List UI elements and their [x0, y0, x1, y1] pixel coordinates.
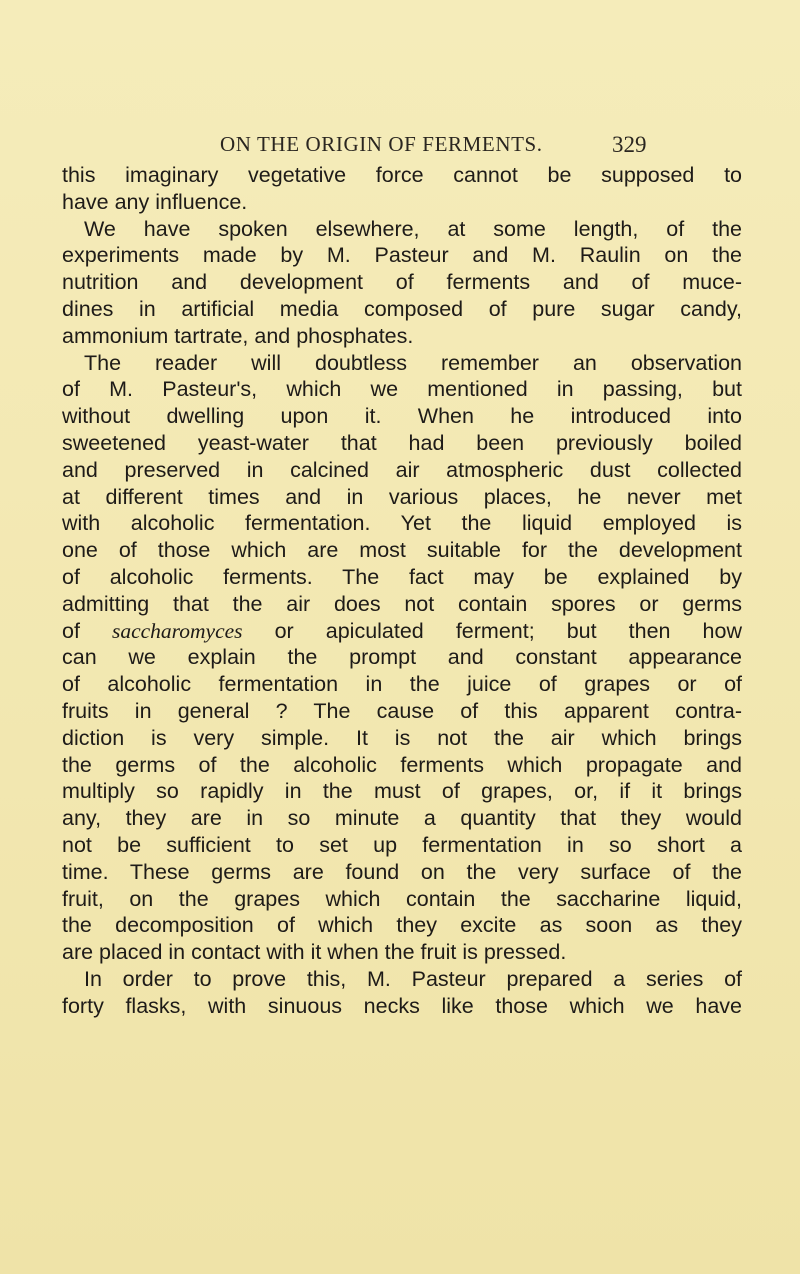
text-line: In order to prove this, M. Pasteur prepared a series of	[84, 966, 742, 991]
text-line: diction is very simple. It is not the air which brings	[62, 725, 742, 750]
line-tail: or apiculated ferment; but then how	[242, 618, 742, 643]
text-line: of M. Pasteur's, which we mentioned in passing, but	[62, 377, 742, 402]
running-head	[0, 118, 800, 158]
text-line: with alcoholic fermentation. Yet the liquid employed is	[62, 511, 742, 536]
line-lead: of	[62, 618, 112, 643]
text-line: fruits in general ? The cause of this apparent contra-	[62, 698, 742, 723]
text-line: fruit, on the grapes which contain the saccharine liquid,	[62, 886, 742, 911]
text-line: ammonium tartrate, and phosphates.	[62, 323, 414, 348]
text-line: of alcoholic fermentation in the juice of grapes or of	[62, 672, 742, 697]
text-line: are placed in contact with it when the fruit is pressed.	[62, 940, 567, 965]
page-number: 329	[612, 132, 647, 157]
text-line: nutrition and development of ferments and of muce-	[62, 270, 742, 295]
running-title: ON THE ORIGIN OF FERMENTS.	[220, 132, 543, 156]
text-line: forty flasks, with sinuous necks like those which we have	[62, 993, 742, 1018]
text-line: and preserved in calcined air atmospheric dust collected	[62, 457, 742, 482]
text-line: without dwelling upon it. When he introduced into	[62, 404, 742, 429]
text-line: The reader will doubtless remember an observation	[84, 350, 742, 375]
italic-term: saccharomyces	[111, 618, 243, 643]
text-line: the decomposition of which they excite as soon as they	[62, 913, 742, 938]
text-line: this imaginary vegetative force cannot be supposed to	[62, 163, 742, 187]
text-line: at different times and in various places, he never met	[62, 484, 742, 509]
text-line: dines in artificial media composed of pure sugar candy,	[62, 296, 742, 321]
text-line: experiments made by M. Pasteur and M. Raulin on the	[62, 243, 742, 268]
text-line: one of those which are most suitable for the development	[62, 538, 742, 563]
text-line: admitting that the air does not contain spores or germs	[62, 591, 742, 616]
text-line: sweetened yeast-water that had been previously boiled	[62, 430, 742, 455]
text-line: We have spoken elsewhere, at some length, of the	[84, 216, 742, 241]
text-line: the germs of the alcoholic ferments which propagate and	[62, 752, 742, 777]
text-line: have any influence.	[62, 189, 248, 214]
text-line: time. These germs are found on the very surface of the	[62, 859, 742, 884]
text-line: of alcoholic ferments. The fact may be explained by	[62, 564, 742, 589]
text-line: not be sufficient to set up fermentation in so short a	[62, 832, 742, 857]
text-line: multiply so rapidly in the must of grapes, or, if it brings	[62, 779, 742, 804]
text-line: any, they are in so minute a quantity that they would	[62, 806, 742, 831]
text-line: can we explain the prompt and constant appearance	[62, 645, 742, 670]
body-text	[62, 162, 742, 1020]
text-line-with-italic	[62, 618, 742, 645]
